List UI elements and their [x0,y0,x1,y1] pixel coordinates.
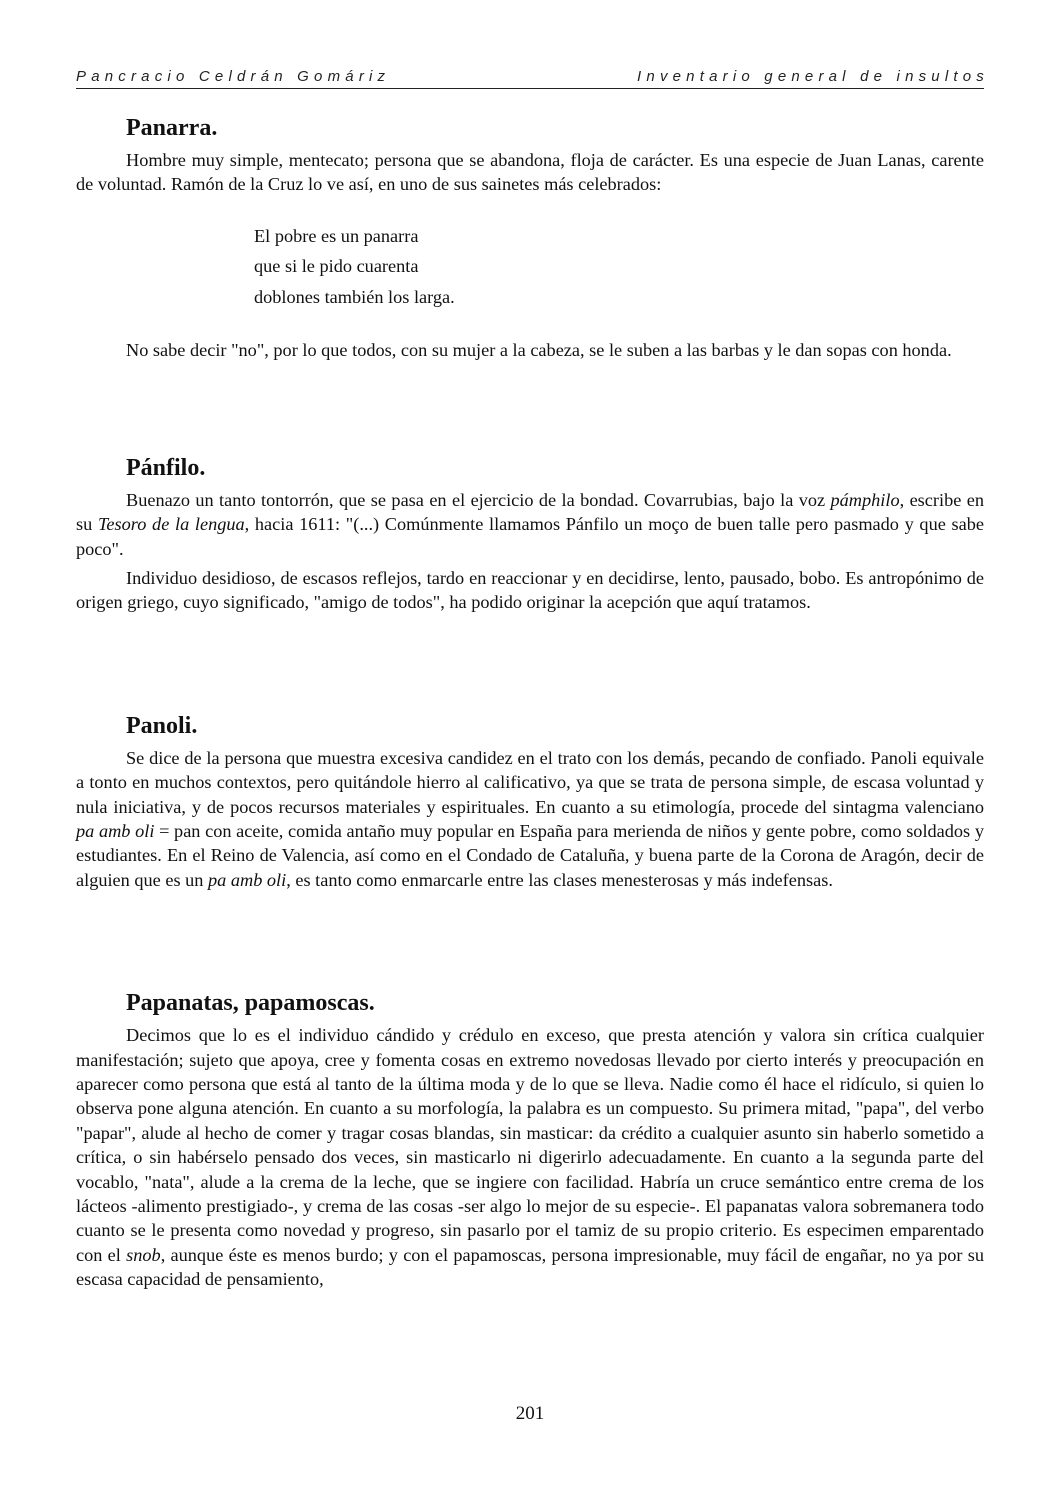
term-italic: pa amb oli [76,820,155,841]
entry-panarra [76,112,984,363]
page-content [76,112,984,1297]
entry-paragraph: Buenazo un tanto tontorrón, que se pasa en el ejercicio de la bondad. Covarrubias, bajo la voz pámphilo, escribe en su Tesoro de la lengua, hacia 1611: "(...) Comúnmente llamamos Pánfilo un moço de buen talle pero pasmado y que sabe poco". [76,489,984,559]
entry-title: Panoli. [126,712,198,739]
page-number: 201 [515,1403,545,1424]
term-italic: pa amb oli [208,869,287,890]
entry-title: Panarra. [126,115,218,141]
verse-quote [254,221,984,313]
entry-panfilo [76,452,984,615]
header-author: Pancracio Celdrán Gomáriz [76,68,391,85]
entry-panoli [76,710,984,892]
entry-paragraph: Decimos que lo es el individuo cándido y crédulo en exceso, que presta atención y valora sin crítica cualquier manifestación; sujeto que apoya, cree y fomenta cosas en extremo novedosas llevado por cierto interés y preocupación en aparecer como persona que está al tanto de la última moda y de lo que se lleva. Nadie como él hace el ridículo, si quien lo observa pone alguna atención. En cuanto a su morfología, la palabra es un compuesto. Su primera mitad, "papa", del verbo "papar", alude al hecho de comer y tragar cosas blandas, sin masticar: da crédito a cualquier asunto sin haberlo sometido a crítica, o sin habérselo pensado dos veces, sin masticarlo ni digerirlo adecuadamente. En cuanto a la segunda parte del vocablo, "nata", alude a la crema de la leche, que se ingiere con facilidad. Habría un cruce semántico entre crema de los lácteos -alimento prestigiado-, y crema de las cosas -ser algo lo mejor de su especie-. El papanatas valora sobremanera todo cuanto se le presenta como novedad y progreso, sin pasarlo por el tamiz de su propio criterio. Es especimen emparentado con el snob, aunque éste es menos burdo; y con el papamoscas, persona impresionable, muy fácil de engañar, no ya por su escasa capacidad de pensamiento, [76,1025,985,1290]
term-italic: pámphilo [830,489,900,510]
entry-paragraph: Se dice de la persona que muestra excesiva candidez en el trato con los demás, pecando de confiado. Panoli equivale a tonto en muchos contextos, pero quitándole hierro al calificativo, ya que se trata de persona simple, de escasa voluntad y nula iniciativa, y de pocos recursos materiales y espirituales. En cuanto a su etimología, procede del sintagma valenciano pa amb oli = pan con aceite, comida antaño muy popular en España para merienda de niños y gente pobre, como soldados y estudiantes. En el Reino de Valencia, así como en el Condado de Cataluña, y buena parte de la Corona de Aragón, decir de alguien que es un pa amb oli, es tanto como enmarcarle entre las clases menesterosas y más indefensas. [76,747,984,890]
term-italic: snob [126,1244,161,1265]
entry-paragraph: Individuo desidioso, de escasos reflejos, tardo en reaccionar y en decidirse, lento, pausado, bobo. Es antropónimo de origen griego, cuyo significado, "amigo de todos", ha podido originar la acepción que aquí tratamos. [76,567,984,613]
entry-title: Papanatas, papamoscas. [126,990,375,1017]
header-book-title: Inventario general de insultos [637,68,989,85]
running-header [76,66,989,89]
verse-line: doblones también los larga. [254,286,455,307]
entry-paragraph: No sabe decir "no", por lo que todos, con su mujer a la cabeza, se le suben a las barbas y le dan sopas con honda. [126,340,952,361]
verse-line: que si le pido cuarenta [254,256,419,277]
entry-title: Pánfilo. [126,454,206,481]
entry-paragraph: Hombre muy simple, mentecato; persona que se abandona, floja de carácter. Es una especie de Juan Lanas, carente de voluntad. Ramón de la Cruz lo ve así, en uno de sus sainetes más celebrados: [76,150,984,195]
entry-papanatas [76,987,984,1291]
verse-line: El pobre es un panarra [254,225,419,246]
book-title-italic: Tesoro de la lengua [97,514,245,535]
